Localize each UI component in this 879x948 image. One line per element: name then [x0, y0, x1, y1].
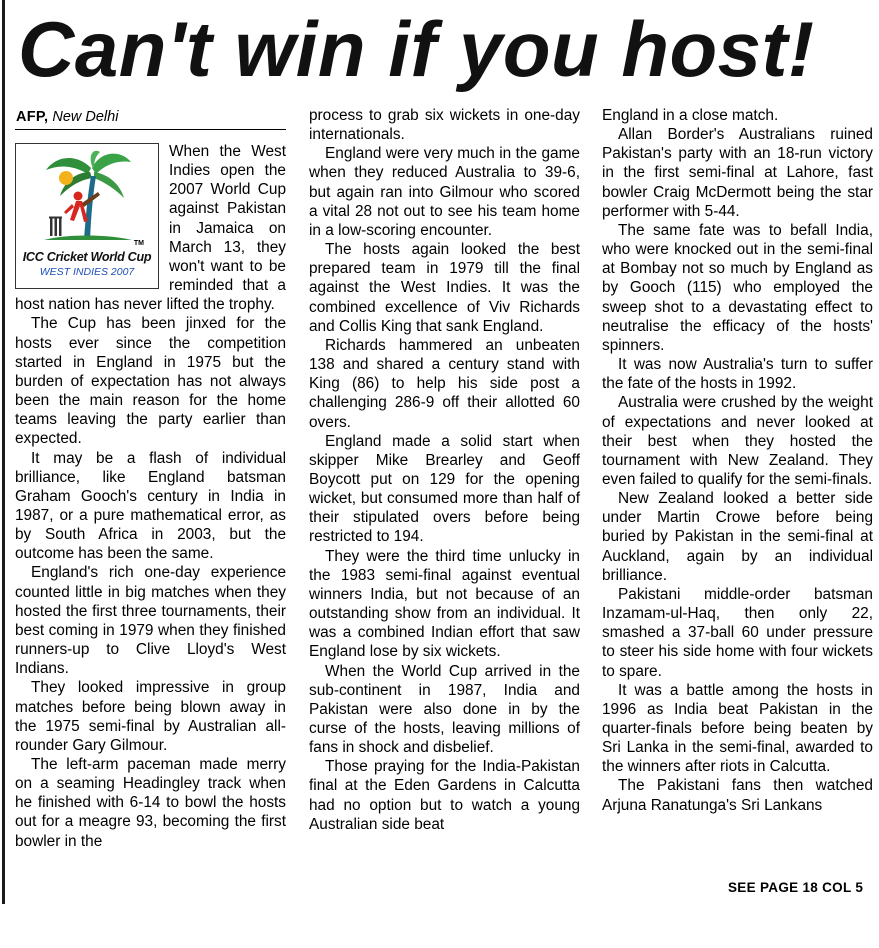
article-paragraph: England were very much in the game when they reduced Australia to 39-6, but again ran into Gilmour who scored a vital 28 not out to see his team home in a low-scoring encounter.: [309, 145, 580, 239]
byline: [15, 105, 286, 130]
trademark-mark: TM: [133, 240, 144, 247]
article-paragraph: The same fate was to befall India, who were knocked out in the semi-final at Bombay not so much by England as by Gooch (115) who employed the sweep shot to a devastating effect to neutralise the efficacy of the hosts' spinners.: [602, 221, 873, 354]
article-paragraph: England in a close match.: [602, 107, 779, 124]
world-cup-logo: [15, 143, 159, 289]
page-left-rule: [2, 0, 5, 904]
logo-subtitle: WEST INDIES 2007: [39, 266, 135, 278]
continuation-note: SEE PAGE 18 COL 5: [728, 880, 864, 895]
article-paragraph: When the World Cup arrived in the sub-continent in 1987, India and Pakistan were also done in by the curse of the hosts, leaving millions of fans in shock and disbelief.: [309, 662, 580, 757]
article-column-2: [309, 106, 580, 834]
article-paragraph: Richards hammered an unbeaten 138 and shared a century stand with King (86) to help his side post a challenging 286-9 off their allotted 60 overs.: [309, 336, 580, 431]
article-paragraph: It may be a flash of individual brilliance, like England batsman Graham Gooch's century in India in 1987, or a pure mathematical error, as by South Africa in 2003, but the outcome has been the same.: [15, 449, 286, 563]
article-paragraph: It was a battle among the hosts in 1996 as India beat Pakistan in the quarter-finals before being beaten by Sri Lanka in the semi-final, awarded to the winners after riots in Calcutta.: [602, 681, 873, 776]
cricketer-palm-icon: [36, 148, 136, 248]
byline-place: New Delhi: [52, 109, 119, 125]
article-paragraph: They were the third time unlucky in the 1983 semi-final against eventual winners India, but not because of an outstanding show from an individual. It was a combined Indian effort that saw England lose by six wickets.: [309, 547, 580, 661]
article-paragraph: The hosts again looked the best prepared team in 1979 till the final against the West Indies. It was the combined excellence of Viv Richards and Collis King that sank England.: [309, 241, 580, 335]
article-paragraph: The Cup has been jinxed for the hosts ever since the competition started in England in 1975 but the burden of expectation has not always been the main reason for the home teams leaving the party earlier than expected.: [15, 315, 286, 448]
article-paragraph: The left-arm paceman made merry on a seaming Headingley track when he finished with 6-14 to bowl the hosts out for a meagre 93, becoming the first bowler in the: [15, 756, 286, 850]
article-paragraph: They looked impressive in group matches before being blown away in the 1975 semi-final by Australian all-rounder Gary Gilmour.: [15, 679, 286, 754]
article-paragraph: process to grab six wickets in one-day internationals.: [309, 107, 580, 144]
headline: Can't win if you host!: [18, 5, 815, 93]
article-paragraph: It was now Australia's turn to suffer the fate of the hosts in 1992.: [602, 356, 873, 393]
logo-title: ICC Cricket World Cup: [22, 250, 152, 264]
article-paragraph: Those praying for the India-Pakistan final at the Eden Gardens in Calcutta had no option but to watch a young Australian side beat: [309, 758, 580, 833]
byline-agency: AFP,: [16, 109, 49, 125]
article-paragraph: The Pakistani fans then watched Arjuna Ranatunga's Sri Lankans: [602, 777, 873, 814]
article-paragraph: When the West Indies open the 2007 World Cup against Pakistan in Jamaica on March 13, they won't want to be reminded that a host nation has never lifted the trophy.: [15, 143, 286, 314]
article-paragraph: New Zealand looked a better side under Martin Crowe before being buried by Pakistan in the semi-final at Auckland, again by an individual brilliance.: [602, 490, 873, 584]
article-paragraph: Pakistani middle-order batsman Inzamam-ul-Haq, then only 22, smashed a 37-ball 60 under pressure to steer his side home with four wickets to spare.: [602, 585, 873, 680]
article-column-1: [15, 105, 286, 851]
article-paragraph: England's rich one-day experience counted little in big matches when they hosted the first three tournaments, their best coming in 1979 when they finished runners-up to Clive Lloyd's West Indians.: [15, 564, 286, 678]
article-paragraph: Australia were crushed by the weight of expectations and never looked at their best when they hosted the tournament with New Zealand. They even failed to qualify for the semi-finals.: [602, 394, 873, 488]
article-column-3: [602, 106, 873, 815]
article-paragraph: England made a solid start when skipper Mike Brearley and Geoff Boycott put on 129 for the opening wicket, but consumed more than half of their stipulated overs before being restricted to 194.: [309, 432, 580, 546]
article-paragraph: Allan Border's Australians ruined Pakistan's party with an 18-run victory in the first semi-final at Lahore, fast bowler Craig McDermott being the star performer with 5-44.: [602, 126, 873, 220]
